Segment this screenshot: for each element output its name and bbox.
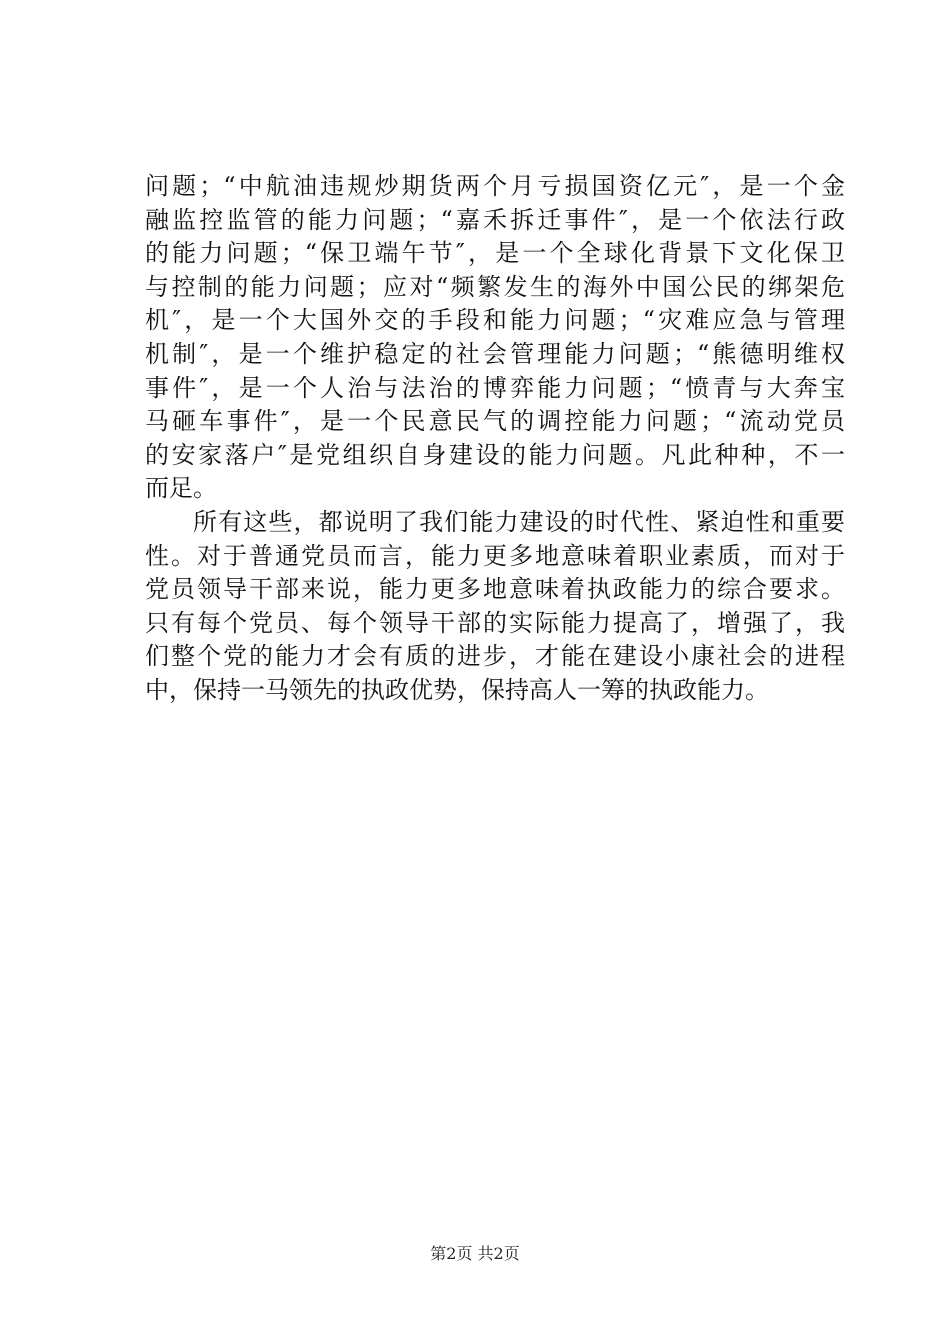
paragraph-1: [145, 170, 845, 506]
text-line: 的能力问题；“保卫端午节″，是一个全球化背景下文化保卫: [145, 239, 845, 268]
text-line: 党员领导干部来说，能力更多地意味着执政能力的综合要求。: [145, 575, 845, 604]
page-number-label: 第2页 共2页: [430, 1244, 520, 1263]
text-line: 机″，是一个大国外交的手段和能力问题；“灾难应急与管理: [145, 306, 845, 335]
text-line: 问题；“中航油违规炒期货两个月亏损国资亿元″，是一个金: [145, 172, 845, 200]
text-line: 们整个党的能力才会有质的进步，才能在建设小康社会的进程: [145, 642, 845, 671]
text-line: 而足。: [145, 474, 217, 503]
paragraph-2: [145, 506, 845, 708]
body-text: [145, 170, 845, 708]
text-line: 事件″，是一个人治与法治的博弈能力问题；“愤青与大奔宝: [145, 373, 845, 402]
text-line: 的安家落户″是党组织自身建设的能力问题。凡此种种，不一: [145, 440, 845, 469]
text-line: 与控制的能力问题；应对“频繁发生的海外中国公民的绑架危: [145, 272, 845, 301]
text-line: 中，保持一马领先的执政优势，保持高人一筹的执政能力。: [145, 675, 769, 704]
text-line: 所有这些，都说明了我们能力建设的时代性、紧迫性和重要: [193, 507, 845, 536]
text-line: 融监控监管的能力问题；“嘉禾拆迁事件″，是一个依法行政: [145, 205, 845, 234]
text-line: 马砸车事件″，是一个民意民气的调控能力问题；“流动党员: [145, 407, 845, 436]
text-line: 性。对于普通党员而言，能力更多地意味着职业素质，而对于: [145, 541, 845, 570]
text-line: 机制″，是一个维护稳定的社会管理能力问题；“熊德明维权: [145, 339, 845, 368]
text-line: 只有每个党员、每个领导干部的实际能力提高了，增强了，我: [145, 608, 845, 637]
page-footer: [0, 1243, 950, 1265]
